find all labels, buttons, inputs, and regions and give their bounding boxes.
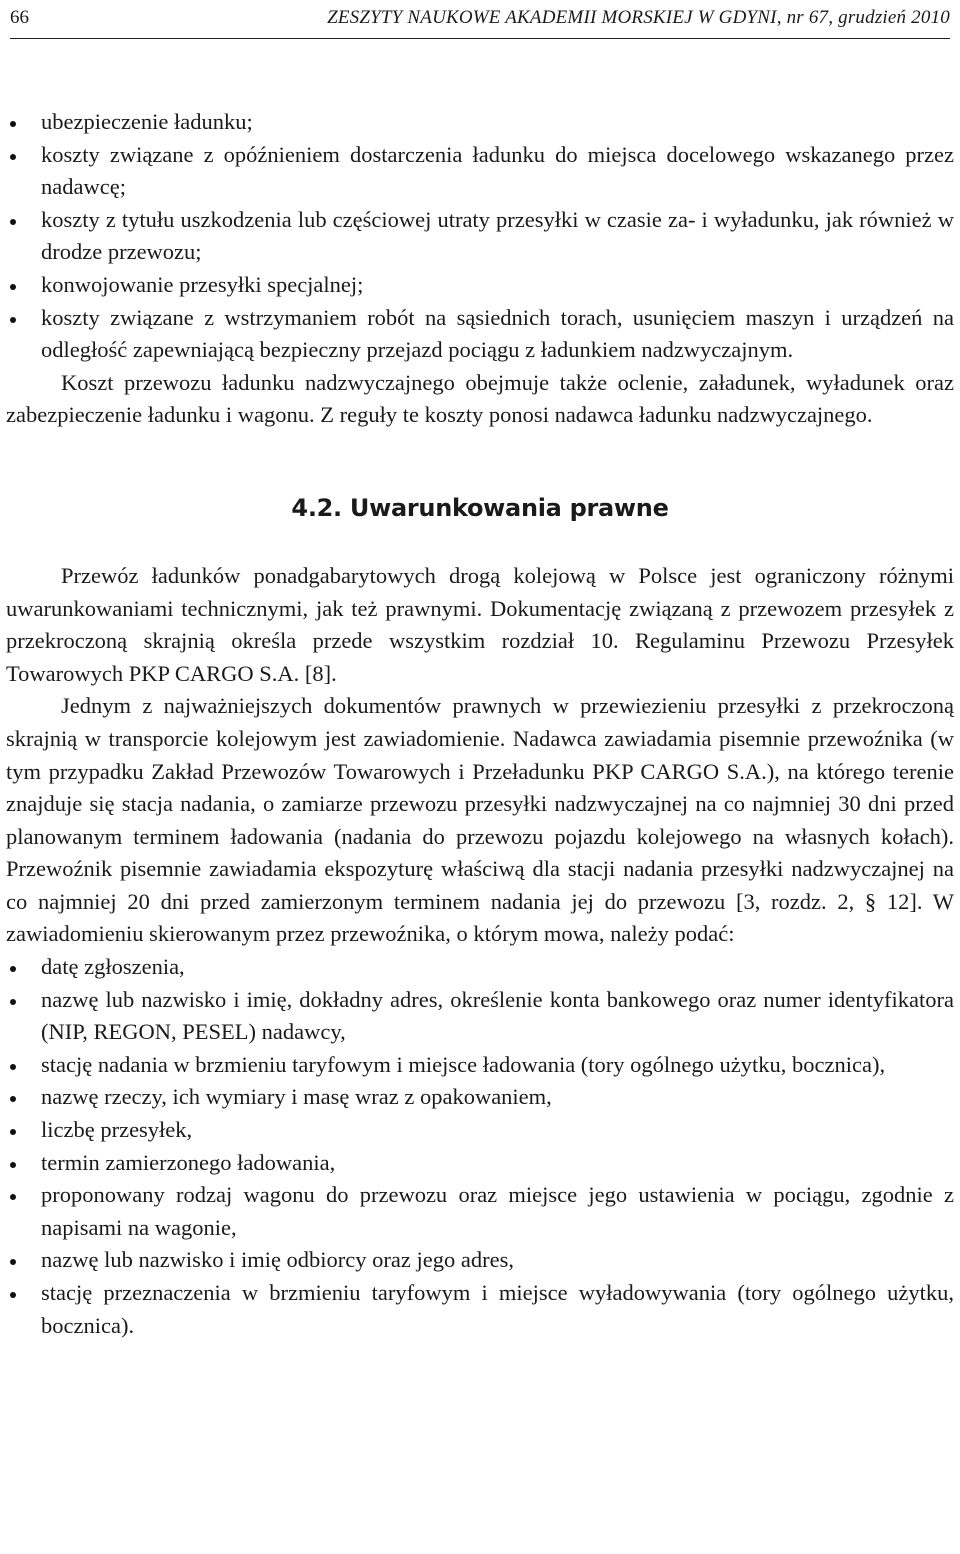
list-item: termin zamierzonego ładowania,: [6, 1147, 954, 1180]
body-text: [6, 106, 954, 1342]
list-item: koszty związane z opóźnieniem dostarczenia ładunku do miejsca docelowego wskazanego przez nadawcę;: [6, 139, 954, 204]
cost-list: [6, 106, 954, 367]
list-item: stację przeznaczenia w brzmieniu taryfowym i miejsce wyładowywania (tory ogólnego użytku, bocznica).: [6, 1277, 954, 1342]
list-item: liczbę przesyłek,: [6, 1114, 954, 1147]
list-item: datę zgłoszenia,: [6, 951, 954, 984]
page-number: 66: [10, 7, 29, 28]
list-item: koszty związane z wstrzymaniem robót na sąsiednich torach, usunięciem maszyn i urządzeń na odległość zapewniającą bezpieczny przejazd pociągu z ładunkiem nadzwyczajnym.: [6, 302, 954, 367]
running-header: [10, 0, 950, 39]
list-item: nazwę rzeczy, ich wymiary i masę wraz z opakowaniem,: [6, 1081, 954, 1114]
list-item: konwojowanie przesyłki specjalnej;: [6, 269, 954, 302]
section-heading: 4.2. Uwarunkowania prawne: [291, 493, 669, 522]
list-item: nazwę lub nazwisko i imię, dokładny adres, określenie konta bankowego oraz numer identyfikatora (NIP, REGON, PESEL) nadawcy,: [6, 984, 954, 1049]
paragraph: Przewóz ładunków ponadgabarytowych drogą kolejową w Polsce jest ograniczony różnymi uwarunkowaniami technicznymi, jak też prawnymi. Dokumentację związaną z przewozem przesyłek z przekroczoną skrajnią określa przede wszystkim rozdział 10. Regulaminu Przewozu Przesyłek Towarowych PKP CARGO S.A. [8].: [6, 562, 954, 686]
list-item: stację nadania w brzmieniu taryfowym i miejsce ładowania (tory ogólnego użytku, bocznica),: [6, 1049, 954, 1082]
paragraph: Jednym z najważniejszych dokumentów prawnych w przewiezieniu przesyłki z przekroczoną skrajnią w transporcie kolejowym jest zawiadomienie. Nadawca zawiadamia pisemnie przewoźnika (w tym przypadku Zakład Przewozów Towarowych i Przeładunku PKP CARGO S.A.), na którego terenie znajduje się stacja nadania, o zamiarze przewozu przesyłki nadzwyczajnej na co najmniej 30 dni przed planowanym terminem ładowania (nadania do przewozu pojazdu kolejowego na własnych kołach). Przewoźnik pisemnie zawiadamia ekspozyturę właściwą dla stacji nadania przesyłki nadzwyczajnej na co najmniej 20 dni przed zamierzonym terminem nadania jej do przewozu [3, rozdz. 2, § 12]. W zawiadomieniu skierowanym przez przewoźnika, o którym mowa, należy podać:: [6, 693, 954, 947]
list-item: ubezpieczenie ładunku;: [6, 106, 954, 139]
list-item: proponowany rodzaj wagonu do przewozu oraz miejsce jego ustawienia w pociągu, zgodnie z napisami na wagonie,: [6, 1179, 954, 1244]
list-item: nazwę lub nazwisko i imię odbiorcy oraz jego adres,: [6, 1244, 954, 1277]
journal-title: ZESZYTY NAUKOWE AKADEMII MORSKIEJ W GDYNI, nr 67, grudzień 2010: [327, 7, 950, 28]
paragraph: Koszt przewozu ładunku nadzwyczajnego obejmuje także oclenie, załadunek, wyładunek oraz zabezpieczenie ładunku i wagonu. Z reguły te koszty ponosi nadawca ładunku nadzwyczajnego.: [6, 369, 954, 428]
list-item: koszty z tytułu uszkodzenia lub częściowej utraty przesyłki w czasie za- i wyładunku, jak również w drodze przewozu;: [6, 204, 954, 269]
notification-items-list: [6, 951, 954, 1342]
